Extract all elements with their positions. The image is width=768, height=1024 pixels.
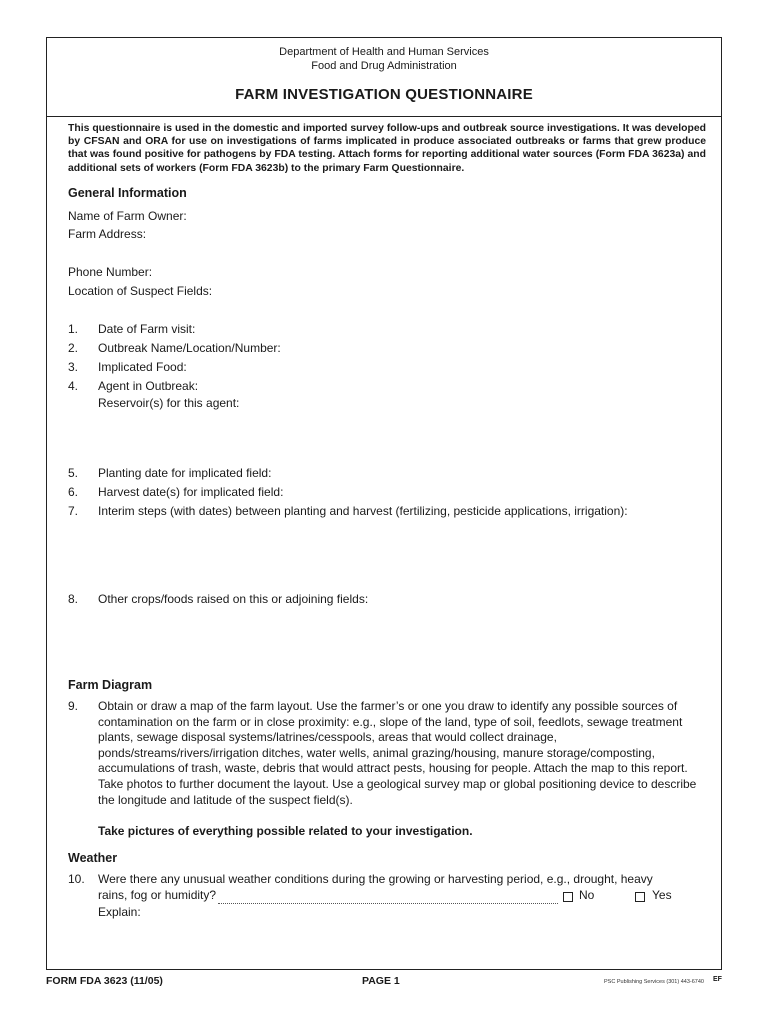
q6-harvest-dates[interactable]: Harvest date(s) for implicated field:	[98, 485, 284, 499]
intro-text: This questionnaire is used in the domestic and imported survey follow-ups and outbreak source investigations. It was developed by CFSAN and ORA for use on investigations of farms implicated in produce associated outbreaks or farms that grew produce that was found positive for pathogens by FDA testing. Attach forms for reporting additional water sources (Form FDA 3623a) and additional sets of workers (Form FDA 3623b) to the primary Farm Questionnaire.	[68, 123, 706, 174]
q7-interim-steps[interactable]: Interim steps (with dates) between planting and harvest (fertilizing, pesticide applications, irrigation):	[98, 504, 628, 518]
q5-number: 5.	[68, 466, 79, 480]
page-number: PAGE 1	[362, 975, 400, 987]
form-number: FORM FDA 3623 (11/05)	[46, 975, 163, 987]
q5-planting-date[interactable]: Planting date for implicated field:	[98, 466, 272, 480]
q1-farm-visit-date[interactable]: Date of Farm visit:	[98, 322, 196, 336]
general-information-heading: General Information	[68, 186, 187, 200]
ef-mark: EF	[713, 976, 722, 983]
q7-number: 7.	[68, 504, 79, 518]
q3-number: 3.	[68, 360, 79, 374]
publisher-credit: PSC Publishing Services (301) 443-6740	[604, 979, 704, 985]
form-frame	[46, 37, 722, 970]
farm-owner-field[interactable]: Name of Farm Owner:	[68, 209, 187, 223]
q4-reservoir[interactable]: Reservoir(s) for this agent:	[98, 396, 240, 410]
q10-weather-question-cont: rains, fog or humidity?	[98, 888, 217, 902]
weather-yes-checkbox[interactable]	[635, 892, 645, 902]
weather-explain-field[interactable]: Explain:	[98, 905, 141, 919]
q6-number: 6.	[68, 485, 79, 499]
weather-yes-label: Yes	[652, 888, 672, 902]
q9-number: 9.	[68, 699, 79, 713]
q9-farm-map-instructions: Obtain or draw a map of the farm layout. Use the farmer’s or one you draw to identify any possible sources of contamination on the farm or in close proximity: e.g., slope of the land, type of soil, feedlots, sewage treatment plants, sewage disposal systems/latrines/cesspools, areas that would collect drainage, ponds/streams/rivers/irrigation ditches, water wells, animal grazing/housing, manure storage/composting, accumulations of trash, waste, debris that would attract pests, housing for people. Attach the map to this report. Take photos to further document the layout. Use a geological survey map or global positioning device to describe the longitude and latitude of the suspect field(s).	[98, 699, 697, 807]
form-title: FARM INVESTIGATION QUESTIONNAIRE	[235, 86, 533, 103]
agency-name: Food and Drug Administration	[311, 60, 457, 72]
q8-other-crops[interactable]: Other crops/foods raised on this or adjoining fields:	[98, 592, 369, 606]
q4-number: 4.	[68, 379, 79, 393]
suspect-fields-location-field[interactable]: Location of Suspect Fields:	[68, 284, 213, 298]
take-pictures-note: Take pictures of everything possible related to your investigation.	[98, 824, 473, 838]
farm-address-field[interactable]: Farm Address:	[68, 227, 147, 241]
department-name: Department of Health and Human Services	[279, 46, 489, 58]
q8-number: 8.	[68, 592, 79, 606]
q3-implicated-food[interactable]: Implicated Food:	[98, 360, 187, 374]
weather-no-checkbox[interactable]	[563, 892, 573, 902]
q1-number: 1.	[68, 322, 79, 336]
farm-diagram-heading: Farm Diagram	[68, 678, 153, 692]
form-header	[47, 38, 721, 117]
weather-no-label: No	[579, 888, 595, 902]
q10-number: 10.	[68, 872, 85, 886]
dotted-leader	[218, 901, 558, 904]
q4-agent-in-outbreak[interactable]: Agent in Outbreak:	[98, 379, 199, 393]
q10-weather-question: Were there any unusual weather conditions during the growing or harvesting period, e.g., drought, heavy	[98, 872, 653, 886]
q2-number: 2.	[68, 341, 79, 355]
weather-heading: Weather	[68, 851, 118, 865]
phone-number-field[interactable]: Phone Number:	[68, 265, 153, 279]
q2-outbreak-name[interactable]: Outbreak Name/Location/Number:	[98, 341, 281, 355]
